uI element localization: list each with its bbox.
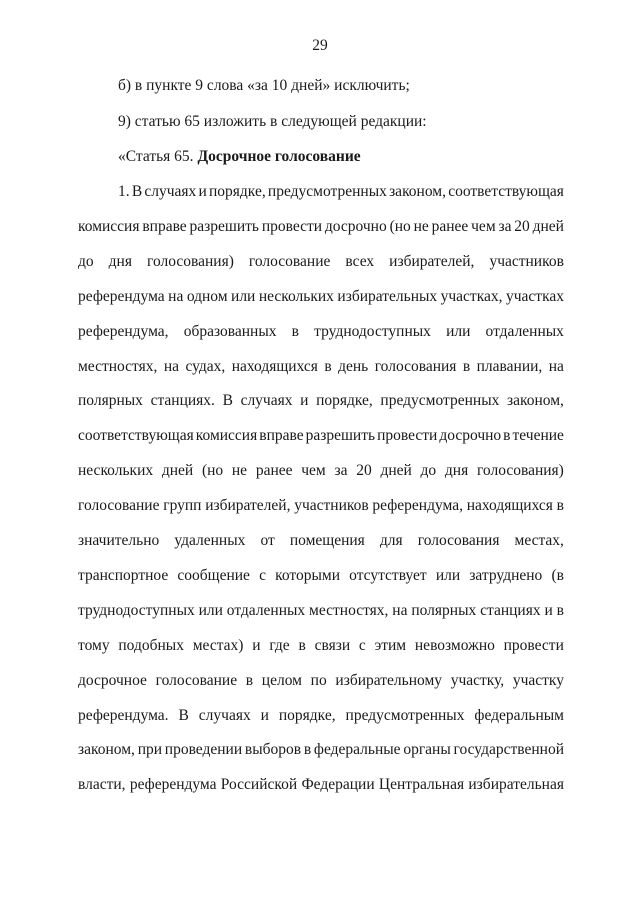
word: Федерации — [301, 776, 375, 794]
word: на — [163, 357, 179, 375]
word: референдума. — [78, 706, 169, 724]
word: комиссия — [78, 217, 140, 235]
word: групп — [163, 497, 202, 515]
word: невозможно — [414, 636, 495, 654]
word: порядке, — [209, 183, 266, 200]
word: и — [300, 392, 309, 410]
word: до — [78, 252, 94, 270]
word: досрочное — [78, 671, 147, 689]
word: ранее — [431, 217, 469, 235]
word: за — [334, 462, 348, 480]
body-line — [78, 706, 564, 726]
word: законом, — [78, 741, 135, 759]
word: чем — [471, 217, 496, 235]
word: избирателей, — [389, 252, 475, 270]
word: В — [222, 392, 233, 410]
word: соответствующая — [78, 427, 194, 445]
word: предусмотренных — [267, 183, 387, 200]
body-line — [78, 566, 564, 586]
word: отдаленных — [226, 601, 306, 619]
word: дня — [444, 462, 469, 480]
word: референдума — [129, 776, 217, 794]
word: власти, — [78, 776, 126, 794]
word: целом — [261, 671, 302, 689]
word: затруднено — [469, 566, 543, 584]
word: тому — [78, 636, 110, 654]
article-number: «Статья 65. — [118, 148, 198, 165]
word: проведении — [164, 741, 243, 759]
word: случаях — [144, 183, 197, 200]
word: образованных — [183, 322, 277, 340]
word: законом, — [507, 392, 564, 410]
word: сообщение — [177, 566, 250, 584]
word: станциях. — [150, 392, 215, 410]
word: дня — [108, 252, 132, 270]
body-line — [78, 217, 564, 237]
word: в — [462, 357, 471, 375]
word: и — [252, 636, 261, 654]
word: в — [324, 357, 332, 375]
word: в — [556, 601, 564, 619]
word: голосования — [374, 357, 457, 375]
word: и — [260, 706, 269, 724]
word: которыми — [275, 566, 341, 584]
word: связи — [314, 636, 351, 654]
word: дней — [380, 462, 412, 480]
word: значительно — [78, 532, 160, 549]
article-heading — [118, 147, 361, 167]
word: 20 — [514, 217, 530, 235]
word: или — [446, 322, 471, 340]
word: местах, — [514, 532, 564, 549]
word: референдума, — [372, 497, 463, 515]
word: в — [503, 427, 511, 445]
body-line — [78, 391, 564, 411]
word: на — [392, 601, 408, 619]
word: местностях, — [309, 601, 389, 619]
word: 1. — [118, 183, 130, 200]
word: плавании, — [476, 357, 543, 375]
word: голосование — [155, 671, 238, 689]
word: предусмотренных — [380, 392, 500, 410]
word: отсутствует — [349, 566, 427, 584]
word: избирателей, — [205, 497, 291, 515]
word: труднодоступных — [78, 601, 195, 619]
word: провести — [377, 427, 438, 445]
word: участках — [505, 287, 564, 305]
body-line — [78, 740, 564, 760]
word: голосования) — [146, 252, 234, 270]
word: и — [544, 601, 553, 619]
word: референдума, — [78, 322, 169, 340]
word: законом, — [389, 183, 446, 200]
word: местах) — [192, 636, 244, 654]
word: нескольких — [78, 462, 154, 480]
word: за — [498, 217, 512, 235]
word: случаях — [240, 392, 293, 410]
word: в — [298, 636, 306, 654]
word: находящихся — [466, 497, 553, 515]
word: труднодоступных — [314, 322, 431, 340]
word: станциях — [480, 601, 541, 619]
paragraph-item-b: б) в пункте 9 слова «за 10 дней» исключить; — [118, 77, 410, 94]
word: одном — [186, 287, 228, 305]
word: референдума — [78, 287, 165, 305]
word: в — [556, 497, 564, 515]
body-line — [78, 601, 564, 621]
word: с — [259, 566, 266, 584]
word: голосования) — [476, 462, 564, 480]
word: день — [338, 357, 369, 375]
body-line — [78, 531, 564, 551]
article-title: Досрочное голосование — [197, 148, 361, 165]
word: местностях, — [78, 357, 158, 375]
word: (но — [389, 217, 411, 235]
word: или — [231, 287, 256, 305]
word: избирательных — [337, 287, 438, 305]
word: в — [291, 322, 299, 340]
body-line — [78, 252, 564, 272]
word: В — [131, 183, 143, 200]
word: (в — [551, 566, 564, 584]
word: провести — [503, 636, 564, 654]
word: ранее — [255, 462, 293, 480]
word: вправе — [259, 427, 304, 445]
word: голосования — [417, 532, 500, 549]
word: помещения — [289, 532, 365, 549]
word: комиссия — [195, 427, 258, 445]
word: и — [198, 183, 207, 200]
word: в — [303, 741, 312, 759]
word: не — [231, 462, 248, 480]
body-line — [118, 182, 564, 202]
word: голосование — [248, 252, 331, 270]
word: до — [420, 462, 437, 480]
word: федеральные — [313, 741, 401, 759]
body-line — [78, 322, 564, 342]
word: этим — [374, 636, 407, 654]
word: на — [168, 287, 184, 305]
body-line — [78, 636, 564, 656]
word: течение — [512, 427, 564, 445]
word: (но — [201, 462, 224, 480]
body-line — [78, 775, 564, 795]
word: при — [137, 741, 163, 759]
word: досрочно — [439, 427, 502, 445]
word: находящихся — [231, 357, 318, 375]
word: избирательному — [335, 671, 442, 689]
word: удаленных — [174, 532, 246, 549]
word: для — [379, 532, 403, 549]
word: дней — [161, 462, 194, 480]
word: разрешить — [189, 217, 259, 235]
word: провести — [261, 217, 323, 235]
word: дней — [532, 217, 564, 235]
word: федеральным — [474, 706, 564, 724]
word: или — [198, 601, 223, 619]
word: участников — [294, 497, 369, 515]
word: судах, — [185, 357, 226, 375]
word: досрочно — [324, 217, 387, 235]
word: не — [413, 217, 429, 235]
paragraph-item-9: 9) статью 65 изложить в следующей редакции: — [118, 113, 427, 130]
word: нескольких — [258, 287, 334, 305]
word: Российской — [220, 776, 298, 794]
word: Центральная — [378, 776, 465, 794]
word: В — [178, 706, 189, 724]
word: порядке, — [278, 706, 336, 724]
word: по — [310, 671, 327, 689]
word: вправе — [142, 217, 187, 235]
word: органы — [403, 741, 451, 759]
word: порядке, — [316, 392, 373, 410]
word: с — [358, 636, 366, 654]
word: участку — [512, 671, 564, 689]
word: случаях — [198, 706, 251, 724]
body-line — [78, 496, 564, 516]
word: избирательная — [468, 776, 564, 794]
word: полярных — [411, 601, 477, 619]
word: в — [245, 671, 254, 689]
word: от — [260, 532, 275, 549]
word: всех — [345, 252, 375, 270]
word: предусмотренных — [345, 706, 465, 724]
word: или — [435, 566, 461, 584]
word: на — [548, 357, 564, 375]
word: голосование — [78, 497, 160, 515]
word: выборов — [244, 741, 302, 759]
word: разрешить — [305, 427, 376, 445]
body-line — [78, 357, 564, 377]
word: участку, — [450, 671, 505, 689]
word: 20 — [356, 462, 372, 480]
word: полярных — [78, 392, 143, 410]
body-line — [78, 287, 564, 307]
word: чем — [301, 462, 326, 480]
word: государственной — [453, 741, 564, 759]
word: где — [269, 636, 290, 654]
word: отдаленных — [485, 322, 564, 340]
page-number: 29 — [312, 37, 328, 54]
body-line — [78, 461, 564, 481]
word: участников — [489, 252, 564, 270]
word: участках, — [440, 287, 503, 305]
body-line — [78, 426, 564, 446]
body-line — [78, 671, 564, 691]
word: транспортное — [78, 566, 169, 584]
word: соответствующая — [448, 183, 564, 200]
word: подобных — [118, 636, 184, 654]
